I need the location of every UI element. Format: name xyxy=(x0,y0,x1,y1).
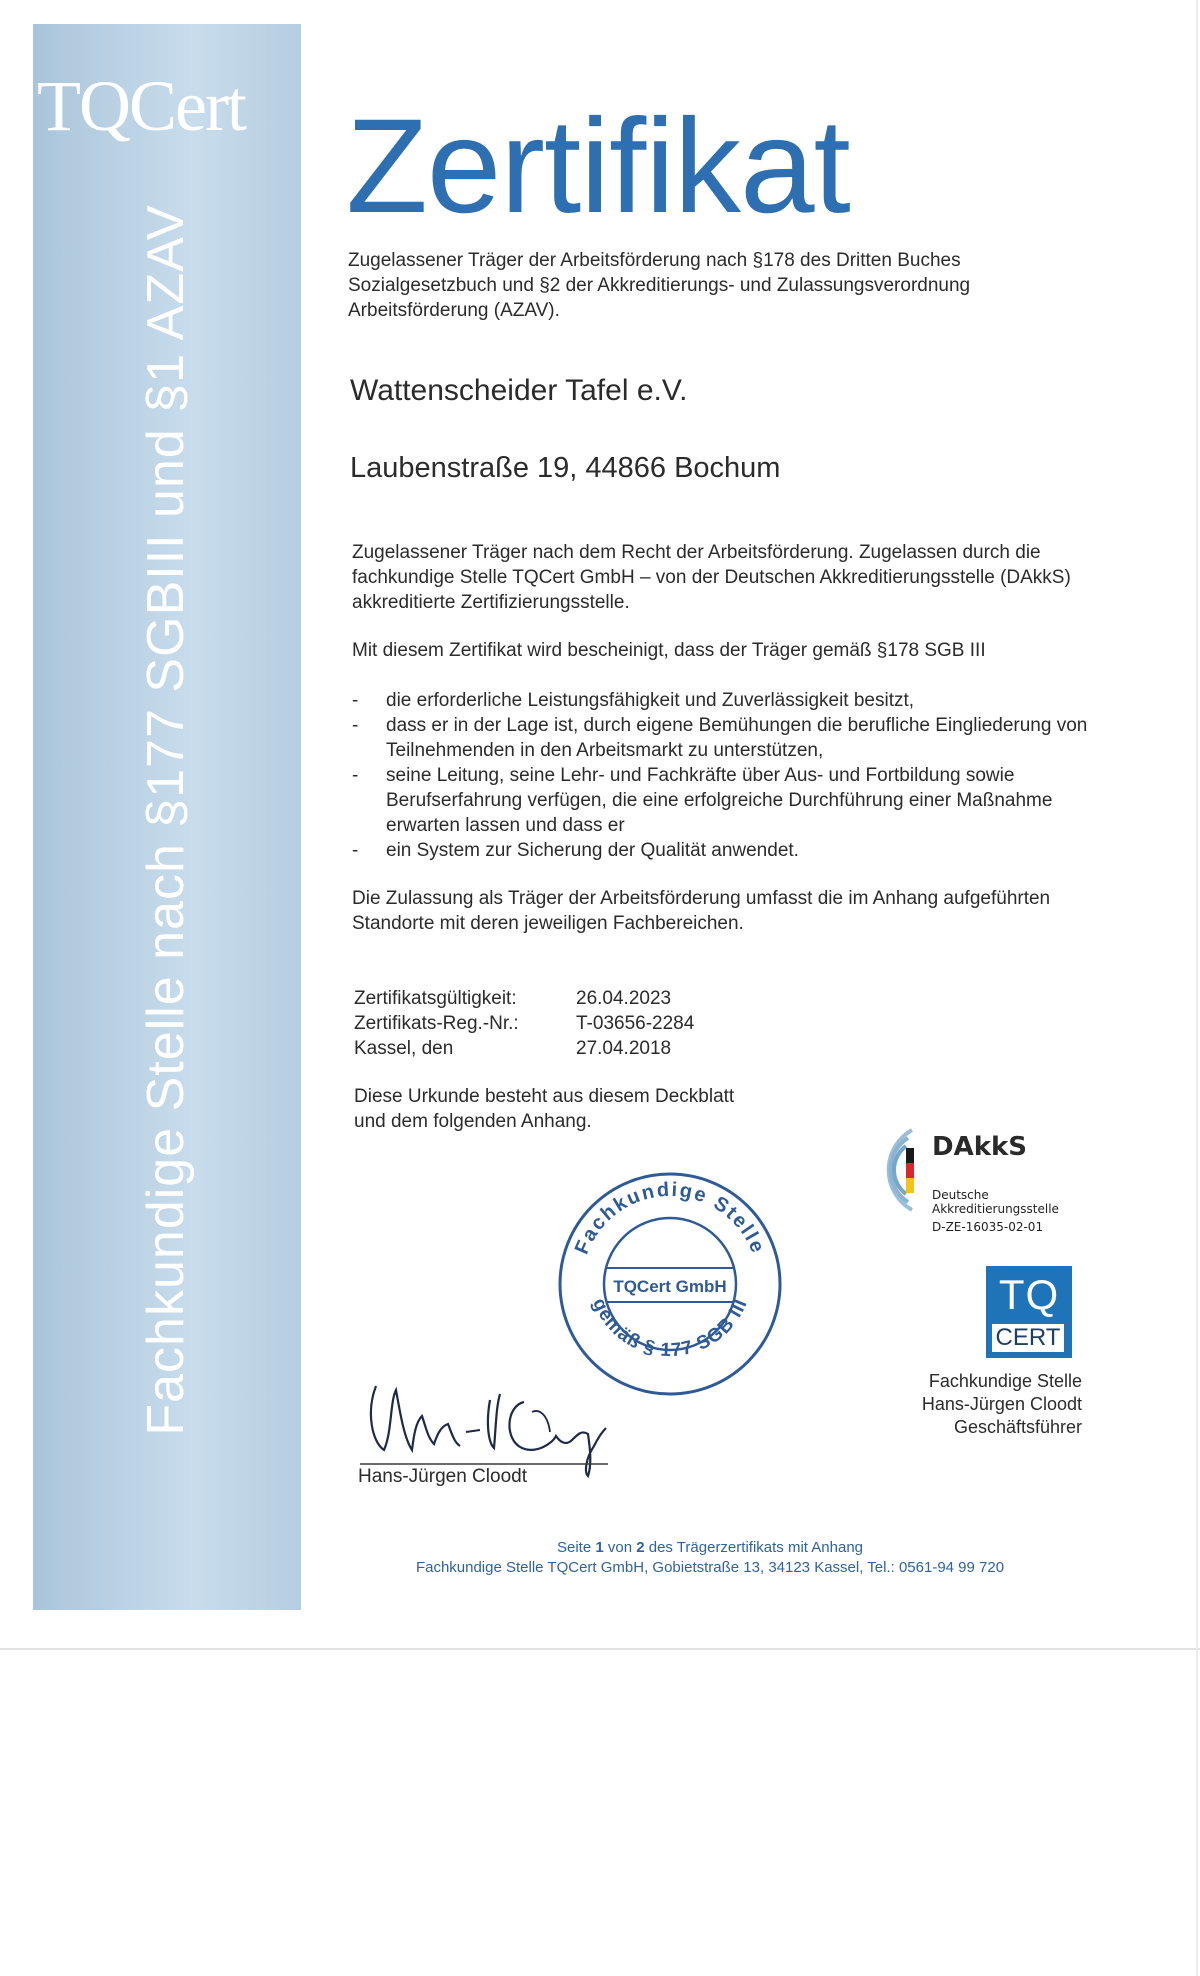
dakks-subtitle xyxy=(932,1188,1059,1216)
organization-name: Wattenscheider Tafel e.V. xyxy=(350,374,688,407)
footer-page-number: 1 xyxy=(595,1539,604,1556)
dakks-logo xyxy=(832,1122,1072,1242)
footer-address: Fachkundige Stelle TQCert GmbH, Gobietstraße 13, 34123 Kassel, Tel.: 0561-94 99 720 xyxy=(415,1559,1005,1576)
organization-address: Laubenstraße 19, 44866 Bochum xyxy=(350,452,781,484)
signatory-line1: Fachkundige Stelle xyxy=(928,1371,1082,1391)
dakks-line2: Akkreditierungsstelle xyxy=(932,1202,1059,1216)
dakks-name: DAkkS xyxy=(932,1132,1028,1162)
info-row-regnr xyxy=(354,1011,774,1036)
list-item: - dass er in der Lage ist, durch eigene Bemühungen die berufliche Eingliederung von Teilnehmenden in den Arbeitsmarkt zu unterstützen, xyxy=(352,713,1112,763)
signature-name: Hans-Jürgen Cloodt xyxy=(358,1466,527,1487)
signatory-line3: Geschäftsführer xyxy=(953,1417,1082,1437)
tq-logo-bottom: CERT xyxy=(992,1324,1064,1352)
tq-logo-top: TQ xyxy=(998,1271,1060,1318)
footer-page-line xyxy=(350,1538,1070,1558)
signatory-line2: Hans-Jürgen Cloodt xyxy=(921,1394,1082,1414)
certify-intro: Mit diesem Zertifikat wird bescheinigt, dass der Träger gemäß §178 SGB III xyxy=(352,640,986,661)
dakks-line1: Deutsche xyxy=(932,1188,989,1202)
requirements-list xyxy=(352,688,1112,863)
scan-right-edge xyxy=(1196,0,1198,1976)
signatory-block xyxy=(880,1370,1082,1439)
certificate-info xyxy=(354,986,774,1061)
list-item: - ein System zur Sicherung der Qualität anwendet. xyxy=(352,838,1112,863)
dakks-arc-icon xyxy=(832,1122,928,1218)
info-value: T-03656-2284 xyxy=(576,1013,695,1034)
info-row-validity xyxy=(354,986,774,1011)
seal-top-text: Fachkundige Stelle xyxy=(570,1178,770,1258)
tq-cert-logo xyxy=(986,1266,1072,1358)
band-vertical-text: Fachkundige Stelle nach §177 SGBIII und §1 AZAV xyxy=(137,204,195,1436)
official-seal xyxy=(554,1168,786,1400)
list-item: - die erforderliche Leistungsfähigkeit und Zuverlässigkeit besitzt, xyxy=(352,688,1112,713)
footer-text: des Trägerzertifikats mit Anhang xyxy=(644,1539,863,1556)
document-note: Diese Urkunde besteht aus diesem Deckblatt und dem folgenden Anhang. xyxy=(354,1086,735,1132)
info-label: Zertifikatsgültigkeit: xyxy=(354,988,517,1009)
info-row-date xyxy=(354,1036,774,1061)
accreditation-paragraph: Zugelassener Träger nach dem Recht der Arbeitsförderung. Zugelassen durch die fachkundige Stelle TQCert GmbH – von der Deutschen Akkreditierungsstelle (DAkkS) akkreditierte Zertifizierungsstelle. xyxy=(352,542,1071,613)
scope-paragraph: Die Zulassung als Träger der Arbeitsförderung umfasst die im Anhang aufgeführten Standorte mit deren jeweiligen Fachbereichen. xyxy=(352,888,1051,934)
info-value: 27.04.2018 xyxy=(576,1038,672,1059)
footer-text: Seite xyxy=(556,1539,596,1556)
intro-paragraph: Zugelassener Träger der Arbeitsförderung nach §178 des Dritten Buches Sozialgesetzbuch und §2 der Akkreditierungs- und Zulassungsverordnung Arbeitsförderung (AZAV). xyxy=(348,250,971,321)
scan-edge-line xyxy=(0,1648,1200,1650)
footer-text: von xyxy=(603,1539,637,1556)
footer-page-total: 2 xyxy=(636,1539,645,1556)
certificate-title: Zertifikat xyxy=(346,92,850,241)
info-label: Zertifikats-Reg.-Nr.: xyxy=(354,1013,519,1034)
tqcert-band-logo: TQCert xyxy=(37,66,245,146)
page-footer xyxy=(350,1538,1070,1578)
seal-bottom-text: gemäß § 177 SGB III xyxy=(588,1295,752,1362)
seal-center-text: TQCert GmbH xyxy=(613,1277,727,1296)
info-value: 26.04.2023 xyxy=(576,988,672,1009)
info-label: Kassel, den xyxy=(354,1038,454,1059)
list-item: - seine Leitung, seine Lehr- und Fachkräfte über Aus- und Fortbildung sowie Berufserfahrung verfügen, die eine erfolgreiche Durchführung einer Maßnahme erwarten lassen und dass er xyxy=(352,763,1112,838)
dakks-code: D-ZE-16035-02-01 xyxy=(932,1220,1044,1234)
